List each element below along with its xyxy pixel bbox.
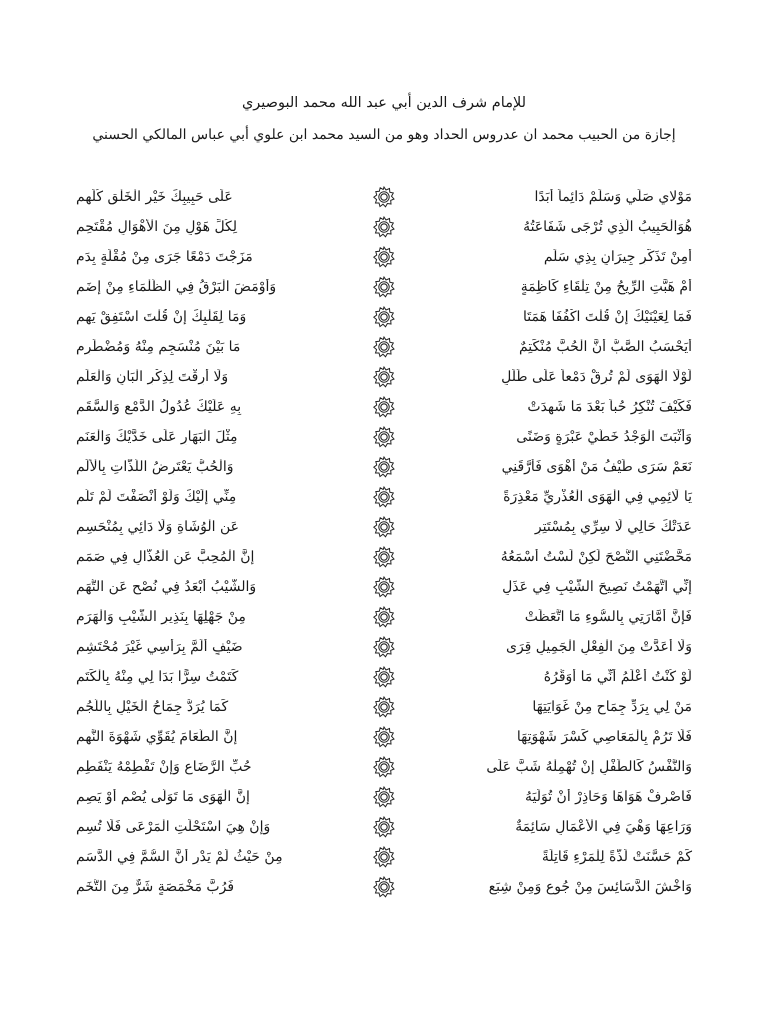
verse-second-hemistich: عَلَى حَبِيبِكَ خَيْرِ الْخَلْقِ كُلِّهِمِ — [76, 189, 233, 205]
rosette-ornament-icon — [373, 576, 395, 598]
verse-second-hemistich: مِنْ جَهْلِهَا بِنَذِيرِ الشَّيْبِ وَالْهَرَمِ — [76, 609, 246, 625]
rosette-ornament-icon — [373, 546, 395, 568]
rosette-ornament-icon — [373, 486, 395, 508]
verse-row — [70, 392, 698, 422]
verse-row — [70, 572, 698, 602]
verse-first-hemistich: وَأَثْبَتَ الْوَجْدُ خَطَّيْ عَبْرَةٍ وَضَنًى — [516, 429, 692, 445]
verse-first-hemistich: فَمَا لِعَيْنَيْكَ إِنْ قُلْتَ اكْفُفَا هَمَتَا — [523, 309, 692, 325]
rosette-ornament-icon — [373, 426, 395, 448]
verse-second-hemistich: مَزَجْتَ دَمْعًا جَرَى مِنْ مُقْلَةٍ بِدَمِ — [76, 249, 253, 265]
verse-row — [70, 722, 698, 752]
verse-second-hemistich: مِثْلَ الْبَهَارِ عَلَى خَدَّيْكَ وَالْعَنَمِ — [76, 429, 238, 445]
verse-row — [70, 242, 698, 272]
verse-first-hemistich: أَمْ هَبَّتِ الرِّيحُ مِنْ تِلْقَاءِ كَاظِمَةٍ — [520, 279, 692, 295]
rosette-ornament-icon — [373, 666, 395, 688]
rosette-ornament-icon — [373, 516, 395, 538]
verse-row — [70, 512, 698, 542]
verse-second-hemistich: إِنَّ الْمُحِبَّ عَنِ الْعُذَّالِ فِي صَمَمِ — [76, 549, 255, 565]
verse-second-hemistich: وَلَا أَرِقْتَ لِذِكْرِ الْبَانِ وَالْعَلَمِ — [76, 369, 229, 385]
verse-row — [70, 812, 698, 842]
verse-second-hemistich: إِنَّ الْهَوَى مَا تَوَلَّى يُصْمِ أَوْ يَصِمِ — [76, 789, 250, 805]
verse-second-hemistich: مَا بَيْنَ مُنْسَجِمٍ مِنْهُ وَمُضْطَرِمِ — [76, 339, 241, 355]
rosette-ornament-icon — [373, 456, 395, 478]
rosette-ornament-icon — [373, 636, 395, 658]
verse-second-hemistich: وَالشَّيْبُ أَبْعَدُ فِي نُصْحٍ عَنِ التُّهَمِ — [76, 579, 257, 595]
rosette-ornament-icon — [373, 876, 395, 898]
verse-row — [70, 872, 698, 902]
verse-row — [70, 182, 698, 212]
verse-row — [70, 452, 698, 482]
rosette-ornament-icon — [373, 846, 395, 868]
verse-second-hemistich: وَأَوْمَضَ الْبَرْقُ فِي الظَّلْمَاءِ مِنْ إِضَمِ — [76, 279, 277, 295]
verse-first-hemistich: مَنْ لِي بِرَدِّ جِمَاحٍ مِنْ غَوَايَتِهَا — [532, 699, 692, 715]
verse-first-hemistich: فَلَا تَرُمْ بِالْمَعَاصِي كَسْرَ شَهْوَتِهَا — [516, 729, 692, 745]
rosette-ornament-icon — [373, 246, 395, 268]
verse-row — [70, 842, 698, 872]
verse-second-hemistich: مِنِّي إِلَيْكَ وَلَوْ أَنْصَفْتَ لَمْ تَلُمِ — [76, 489, 237, 505]
verse-row — [70, 602, 698, 632]
verse-row — [70, 482, 698, 512]
verse-row — [70, 782, 698, 812]
rosette-ornament-icon — [373, 336, 395, 358]
verse-second-hemistich: كَتَمْتُ سِرًّا بَدَا لِي مِنْهُ بِالْكَتَمِ — [76, 669, 239, 685]
verse-row — [70, 542, 698, 572]
rosette-ornament-icon — [373, 726, 395, 748]
verse-first-hemistich: نَعَمْ سَرَى طَيْفُ مَنْ أَهْوَى فَأَرَّقَنِي — [501, 459, 692, 475]
verse-second-hemistich: كَمَا يُرَدُّ جِمَاحُ الْخَيْلِ بِاللُّجُمِ — [76, 699, 229, 715]
verse-row — [70, 302, 698, 332]
rosette-ornament-icon — [373, 786, 395, 808]
verse-first-hemistich: لَوْلَا الْهَوَى لَمْ تُرِقْ دَمْعاً عَلَى طَلَلٍ — [501, 369, 692, 385]
rosette-ornament-icon — [373, 396, 395, 418]
verse-second-hemistich: مِنْ حَيْثُ لَمْ يَدْرِ أَنَّ السُّمَّ فِي الدَّسَمِ — [76, 849, 283, 865]
verse-first-hemistich: أَمِنْ تَذَكُّرِ جِيرَانٍ بِذِي سَلَمِ — [543, 249, 692, 265]
verse-second-hemistich: ضَيْفٍ أَلَمَّ بِرَأْسِي غَيْرَ مُحْتَشِمِ — [76, 639, 243, 655]
rosette-ornament-icon — [373, 756, 395, 778]
verse-first-hemistich: وَرَاعِهَا وَهْيَ فِي الْأَعْمَالِ سَائِمَةٌ — [515, 819, 692, 835]
verse-first-hemistich: مَحَّضْتَنِي النُّصْحَ لَكِنْ لَسْتُ أَسْمَعُهُ — [500, 549, 692, 565]
verse-first-hemistich: وَاخْشَ الدَّسَائِسَ مِنْ جُوعٍ وَمِنْ شِبَعٍ — [488, 879, 692, 895]
verse-row — [70, 662, 698, 692]
verse-first-hemistich: يَا لَائِمِي فِي الْهَوَى الْعُذْرِيِّ مَعْذِرَةً — [503, 489, 692, 505]
verse-first-hemistich: فَإِنَّ أَمَّارَتِي بِالسُّوءِ مَا اتَّعَظَتْ — [524, 609, 692, 625]
rosette-ornament-icon — [373, 186, 395, 208]
verse-second-hemistich: وَمَا لِقَلْبِكَ إِنْ قُلْتَ اسْتَفِقْ يَهِمِ — [76, 309, 247, 325]
poem-body — [70, 182, 698, 902]
verse-first-hemistich: مَوْلاي صَلِّي وَسَلِّمْ دَائِماً أَبَدًا — [534, 189, 692, 205]
verse-second-hemistich: وَالْحُبُّ يَعْتَرِضُ اللَّذَّاتِ بِالْأَلَمِ — [76, 459, 234, 475]
verse-first-hemistich: أَيَحْسَبُ الصَّبُّ أَنَّ الْحُبَّ مُنْكَتِمٌ — [518, 339, 692, 355]
verse-second-hemistich: بِهِ عَلَيْكَ عُدُولُ الدَّمْعِ وَالسَّقَمِ — [76, 399, 242, 415]
verse-first-hemistich: لَوْ كُنْتُ أَعْلَمُ أَنِّي مَا أُوَقِّرُهُ — [543, 669, 692, 685]
verse-first-hemistich: فَاصْرِفْ هَوَاهَا وَحَاذِرْ أَنْ تُوَلِّيَهُ — [524, 789, 692, 805]
verse-first-hemistich: عَدَتْكَ حَالِي لَا سِرِّي بِمُسْتَتِرٍ — [534, 519, 692, 535]
verse-second-hemistich: وَإِنْ هِيَ اسْتَحْلَتِ الْمَرْعَى فَلَا تُسِمِ — [76, 819, 271, 835]
verse-second-hemistich: عَنِ الْوُشَاةِ وَلَا دَائِي بِمُنْحَسِمِ — [76, 519, 240, 535]
verse-row — [70, 422, 698, 452]
verse-first-hemistich: هُوَالْحَبِيبُ الَّذِي تُرْجَى شَفَاعَتُهُ — [523, 219, 692, 235]
rosette-ornament-icon — [373, 366, 395, 388]
verse-row — [70, 332, 698, 362]
verse-row — [70, 632, 698, 662]
verse-row — [70, 362, 698, 392]
verse-row — [70, 692, 698, 722]
verse-row — [70, 752, 698, 782]
verse-first-hemistich: إِنِّي اتَّهَمْتُ نَصِيحَ الشَّيْبِ فِي عَذَلٍ — [502, 579, 692, 595]
verse-first-hemistich: كَمْ حَسَّنَتْ لَذَّةً لِلْمَرْءِ قَاتِلَةً — [541, 849, 692, 865]
rosette-ornament-icon — [373, 816, 395, 838]
verse-row — [70, 212, 698, 242]
verse-second-hemistich: إِنَّ الطَّعَامَ يُقَوِّي شَهْوَةَ النَّهِمِ — [76, 729, 238, 745]
rosette-ornament-icon — [373, 306, 395, 328]
rosette-ornament-icon — [373, 606, 395, 628]
ijaza-chain: إجازة من الحبيب محمد ان عدروس الحداد وهو من السيد محمد ابن علوي أبي عباس المالكي الحسني — [92, 127, 676, 143]
rosette-ornament-icon — [373, 276, 395, 298]
verse-first-hemistich: وَلَا أَعَدَّتْ مِنَ الْفِعْلِ الْجَمِيلِ قِرَى — [505, 639, 692, 655]
verse-row — [70, 272, 698, 302]
poem-attribution: للإمام شرف الدين أبي عبد الله محمد البوصيري — [241, 95, 527, 111]
verse-second-hemistich: حُبِّ الرَّضَاعِ وَإِنْ تَفْطِمْهُ يَنْفَطِمِ — [76, 759, 252, 775]
rosette-ornament-icon — [373, 216, 395, 238]
verse-first-hemistich: فَكَيْفَ تُنْكِرُ حُباً بَعْدَ مَا شَهِدَتْ — [527, 399, 692, 415]
verse-first-hemistich: وَالنَّفْسُ كَالطِّفْلِ إِنْ تُهْمِلْهُ شَبَّ عَلَى — [486, 759, 692, 775]
verse-second-hemistich: فَرُبَّ مَخْمَصَةٍ شَرٌّ مِنَ التُّخَمِ — [76, 879, 235, 895]
rosette-ornament-icon — [373, 696, 395, 718]
verse-second-hemistich: لِكُلِّ هَوْلٍ مِنَ الْأَهْوَالِ مُقْتَحِمِ — [76, 219, 238, 235]
